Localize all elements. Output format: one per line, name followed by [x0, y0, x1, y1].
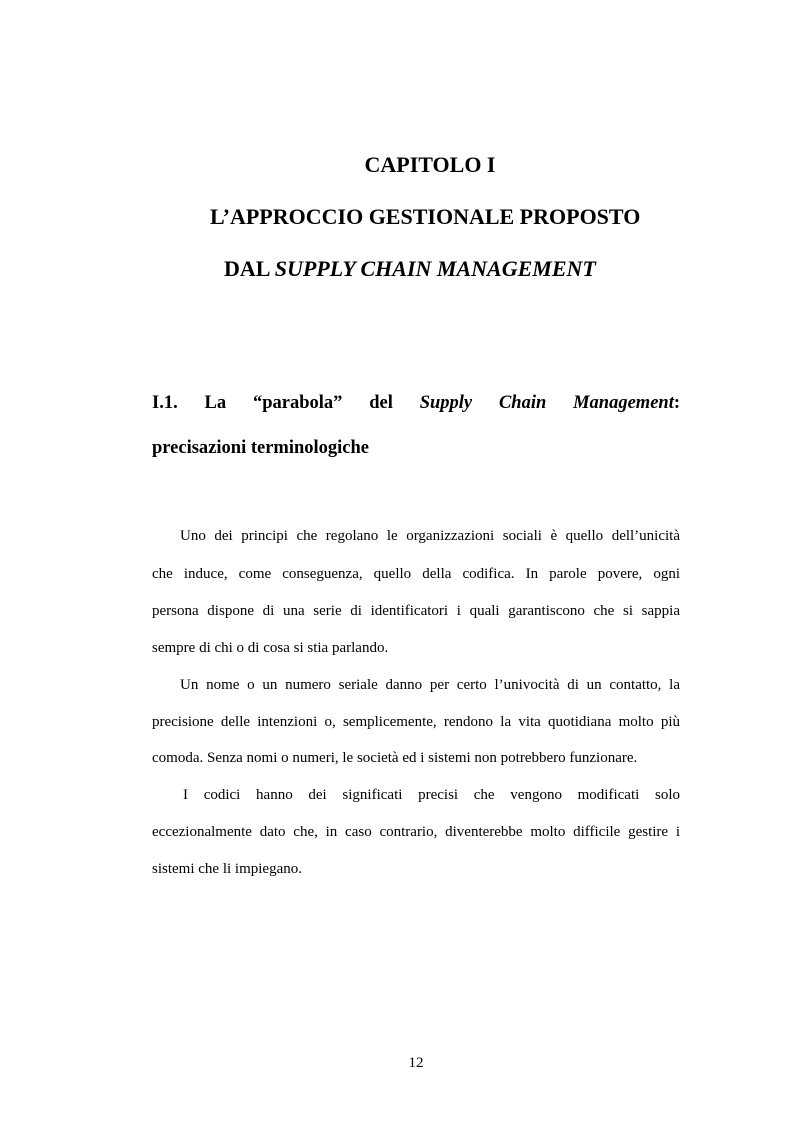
chapter-title-line-2: [224, 256, 596, 282]
body-line: che induce, come conseguenza, quello della codifica. In parole povere, ogni: [152, 566, 680, 582]
chapter-title-italic: SUPPLY CHAIN MANAGEMENT: [274, 256, 596, 281]
section-heading-suffix: :: [673, 393, 681, 413]
section-heading-line-2: precisazioni terminologiche: [152, 438, 369, 458]
section-heading-prefix: I.1. La “parabola” del: [152, 393, 420, 413]
body-line: eccezionalmente dato che, in caso contrario, diventerebbe molto difficile gestire i: [152, 824, 680, 840]
body-line: Uno dei principi che regolano le organizzazioni sociali è quello dell’unicità: [180, 528, 680, 544]
section-heading-line-1: [152, 393, 680, 414]
body-line: comoda. Senza nomi o numeri, le società ed i sistemi non potrebbero funzionare.: [152, 750, 638, 766]
page-number: 12: [408, 1055, 424, 1071]
body-line: sempre di chi o di cosa si stia parlando.: [152, 640, 389, 656]
body-line: I codici hanno dei significati precisi che vengono modificati solo: [183, 787, 680, 803]
section-heading-italic: Supply Chain Management: [419, 393, 674, 413]
body-line: persona dispone di una serie di identificatori i quali garantiscono che si sappia: [152, 603, 680, 619]
body-line: sistemi che li impiegano.: [152, 861, 302, 877]
body-line: precisione delle intenzioni o, semplicemente, rendono la vita quotidiana molto più: [152, 714, 680, 730]
chapter-title-prefix: DAL: [224, 256, 275, 281]
chapter-label: CAPITOLO I: [364, 152, 496, 177]
body-line: Un nome o un numero seriale danno per certo l’univocità di un contatto, la: [180, 677, 680, 693]
chapter-title-line-1: L’APPROCCIO GESTIONALE PROPOSTO: [210, 204, 641, 229]
